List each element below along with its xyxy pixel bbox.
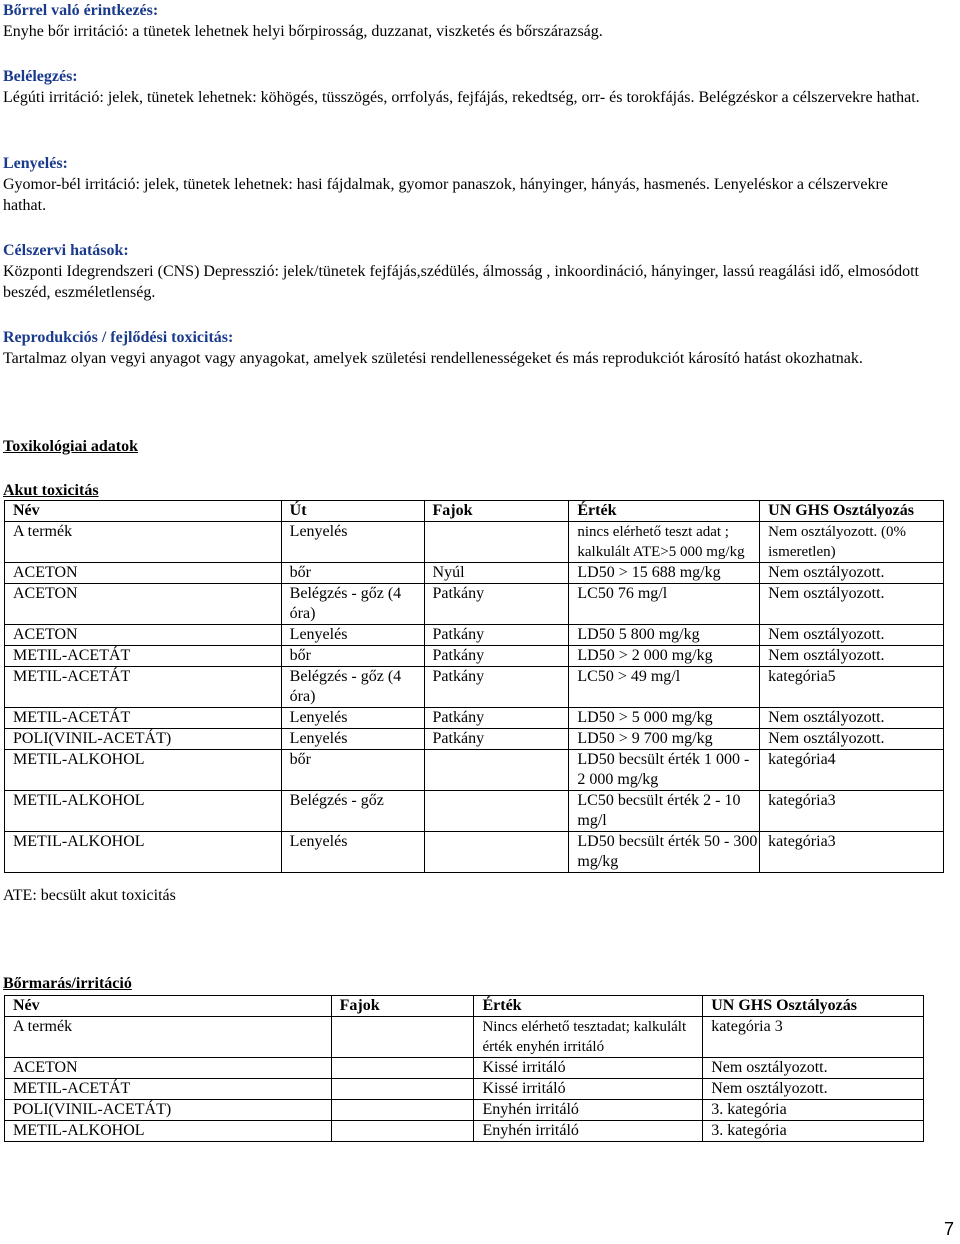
- table-cell: [331, 1121, 474, 1142]
- table-cell: 3. kategória: [703, 1100, 924, 1121]
- table-cell: METIL-ACETÁT: [5, 1079, 332, 1100]
- col-header: Érték: [569, 501, 760, 522]
- table-row: [5, 646, 944, 667]
- table-cell: Belégzés - gőz (4 óra): [281, 584, 424, 625]
- acute-title: Akut toxicitás: [3, 482, 99, 499]
- table-row: [5, 667, 944, 708]
- table-cell: Nyúl: [424, 563, 569, 584]
- section-heading: Bőrrel való érintkezés:: [3, 2, 159, 19]
- section-target-organ: [3, 240, 933, 303]
- section-ingestion: [3, 153, 933, 216]
- section-heading: Lenyelés:: [3, 155, 68, 172]
- table-cell: ACETON: [5, 584, 282, 625]
- section-heading: Belélegzés:: [3, 68, 78, 85]
- section-heading: Célszervi hatások:: [3, 242, 129, 259]
- section-reproductive: [3, 327, 933, 369]
- table-cell: Nincs elérhető tesztadat; kalkulált érték enyhén irritáló: [474, 1017, 703, 1058]
- col-header: Név: [5, 501, 282, 522]
- table-cell: Kissé irritáló: [474, 1079, 703, 1100]
- table-cell: LC50 becsült érték 2 - 10 mg/l: [569, 791, 760, 832]
- section-text: Tartalmaz olyan vegyi anyagot vagy anyagokat, amelyek születési rendellenességeket és más reprodukciót károsító hatást okozhatnak.: [3, 350, 863, 367]
- table-cell: POLI(VINIL-ACETÁT): [5, 729, 282, 750]
- table-cell: bőr: [281, 750, 424, 791]
- table-cell: kategória4: [760, 750, 944, 791]
- acute-toxicity-table: [4, 500, 944, 873]
- col-header: Érték: [474, 996, 703, 1017]
- table-cell: METIL-ACETÁT: [5, 667, 282, 708]
- table-cell: LD50 > 9 700 mg/kg: [569, 729, 760, 750]
- table-cell: METIL-ALKOHOL: [5, 791, 282, 832]
- table-row: [5, 1058, 924, 1079]
- table-cell: POLI(VINIL-ACETÁT): [5, 1100, 332, 1121]
- skin-irritation-table: [4, 995, 924, 1142]
- table-cell: ACETON: [5, 625, 282, 646]
- table-row: [5, 563, 944, 584]
- table-row: [5, 1079, 924, 1100]
- table-header-row: [5, 996, 924, 1017]
- table-cell: Patkány: [424, 584, 569, 625]
- table-cell: Belégzés - gőz (4 óra): [281, 667, 424, 708]
- table-row: [5, 1121, 924, 1142]
- table-cell: Nem osztályozott.: [760, 625, 944, 646]
- table-row: [5, 1100, 924, 1121]
- col-header: Fajok: [424, 501, 569, 522]
- table-cell: bőr: [281, 563, 424, 584]
- section-text: Enyhe bőr irritáció: a tünetek lehetnek helyi bőrpirosság, duzzanat, viszketés és bőrszárazság.: [3, 23, 603, 40]
- table-cell: METIL-ALKOHOL: [5, 832, 282, 873]
- table-cell: LD50 > 5 000 mg/kg: [569, 708, 760, 729]
- table-row: [5, 708, 944, 729]
- table-row: [5, 729, 944, 750]
- table-cell: Lenyelés: [281, 832, 424, 873]
- table-cell: Lenyelés: [281, 708, 424, 729]
- table-cell: Enyhén irritáló: [474, 1121, 703, 1142]
- table-cell: ACETON: [5, 563, 282, 584]
- section-text: Központi Idegrendszeri (CNS) Depresszió: jelek/tünetek fejfájás,szédülés, álmosság , inkoordináció, hányinger, lassú reagálási idő, elmosódott beszéd, eszméletlenség.: [3, 263, 919, 301]
- page-number: 7: [943, 1219, 954, 1239]
- table-cell: Nem osztályozott.: [760, 646, 944, 667]
- table-cell: Nem osztályozott.: [703, 1079, 924, 1100]
- table-cell: A termék: [5, 1017, 332, 1058]
- col-header: Fajok: [331, 996, 474, 1017]
- table-cell: LD50 5 800 mg/kg: [569, 625, 760, 646]
- table-cell: nincs elérhető teszt adat ; kalkulált ATE>5 000 mg/kg: [569, 522, 760, 563]
- table-cell: kategória3: [760, 832, 944, 873]
- table-cell: 3. kategória: [703, 1121, 924, 1142]
- skin-title: Bőrmarás/irritáció: [3, 975, 132, 992]
- col-header: Név: [5, 996, 332, 1017]
- table-cell: Lenyelés: [281, 625, 424, 646]
- table-cell: [331, 1058, 474, 1079]
- table-cell: METIL-ALKOHOL: [5, 1121, 332, 1142]
- table-cell: METIL-ACETÁT: [5, 646, 282, 667]
- table-cell: LD50 becsült érték 50 - 300 mg/kg: [569, 832, 760, 873]
- table-cell: kategória3: [760, 791, 944, 832]
- table-cell: Kissé irritáló: [474, 1058, 703, 1079]
- table-cell: Lenyelés: [281, 729, 424, 750]
- table-row: [5, 832, 944, 873]
- table-cell: Patkány: [424, 708, 569, 729]
- table-cell: Patkány: [424, 729, 569, 750]
- table-cell: LD50 > 15 688 mg/kg: [569, 563, 760, 584]
- table-cell: [331, 1079, 474, 1100]
- table-cell: [424, 791, 569, 832]
- acute-footnote: ATE: becsült akut toxicitás: [3, 887, 176, 904]
- table-cell: Nem osztályozott.: [760, 563, 944, 584]
- table-cell: LC50 76 mg/l: [569, 584, 760, 625]
- table-row: [5, 625, 944, 646]
- table-cell: Lenyelés: [281, 522, 424, 563]
- table-cell: ACETON: [5, 1058, 332, 1079]
- table-row: [5, 1017, 924, 1058]
- table-cell: [424, 750, 569, 791]
- table-header-row: [5, 501, 944, 522]
- section-text: Légúti irritáció: jelek, tünetek lehetnek: köhögés, tüsszögés, orrfolyás, fejfájás, rekedtség, orr- és torokfájás. Belégzéskor a célszervekre hathat.: [3, 89, 920, 106]
- table-row: [5, 791, 944, 832]
- table-cell: kategória5: [760, 667, 944, 708]
- table-cell: [331, 1100, 474, 1121]
- section-inhalation: [3, 66, 933, 108]
- table-cell: Nem osztályozott.: [760, 708, 944, 729]
- table-cell: Belégzés - gőz: [281, 791, 424, 832]
- table-cell: Patkány: [424, 667, 569, 708]
- table-row: [5, 522, 944, 563]
- table-cell: kategória 3: [703, 1017, 924, 1058]
- table-cell: Nem osztályozott.: [760, 584, 944, 625]
- table-row: [5, 750, 944, 791]
- table-cell: LD50 > 2 000 mg/kg: [569, 646, 760, 667]
- table-row: [5, 584, 944, 625]
- table-cell: Patkány: [424, 625, 569, 646]
- col-header: UN GHS Osztályozás: [760, 501, 944, 522]
- table-cell: Patkány: [424, 646, 569, 667]
- table-cell: LC50 > 49 mg/l: [569, 667, 760, 708]
- table-cell: METIL-ACETÁT: [5, 708, 282, 729]
- col-header: Út: [281, 501, 424, 522]
- table-cell: Nem osztályozott.: [760, 729, 944, 750]
- table-cell: Nem osztályozott. (0% ismeretlen): [760, 522, 944, 563]
- table-cell: [331, 1017, 474, 1058]
- section-text: Gyomor-bél irritáció: jelek, tünetek lehetnek: hasi fájdalmak, gyomor panaszok, hányinger, hányás, hasmenés. Lenyeléskor a célszervekre hathat.: [3, 176, 888, 214]
- table-cell: LD50 becsült érték 1 000 - 2 000 mg/kg: [569, 750, 760, 791]
- table-cell: A termék: [5, 522, 282, 563]
- table-cell: Nem osztályozott.: [703, 1058, 924, 1079]
- table-cell: [424, 522, 569, 563]
- table-cell: [424, 832, 569, 873]
- table-cell: Enyhén irritáló: [474, 1100, 703, 1121]
- section-skin-contact: [3, 0, 933, 42]
- col-header: UN GHS Osztályozás: [703, 996, 924, 1017]
- tox-title: Toxikológiai adatok: [3, 438, 139, 455]
- table-cell: bőr: [281, 646, 424, 667]
- section-heading: Reprodukciós / fejlődési toxicitás:: [3, 329, 234, 346]
- table-cell: METIL-ALKOHOL: [5, 750, 282, 791]
